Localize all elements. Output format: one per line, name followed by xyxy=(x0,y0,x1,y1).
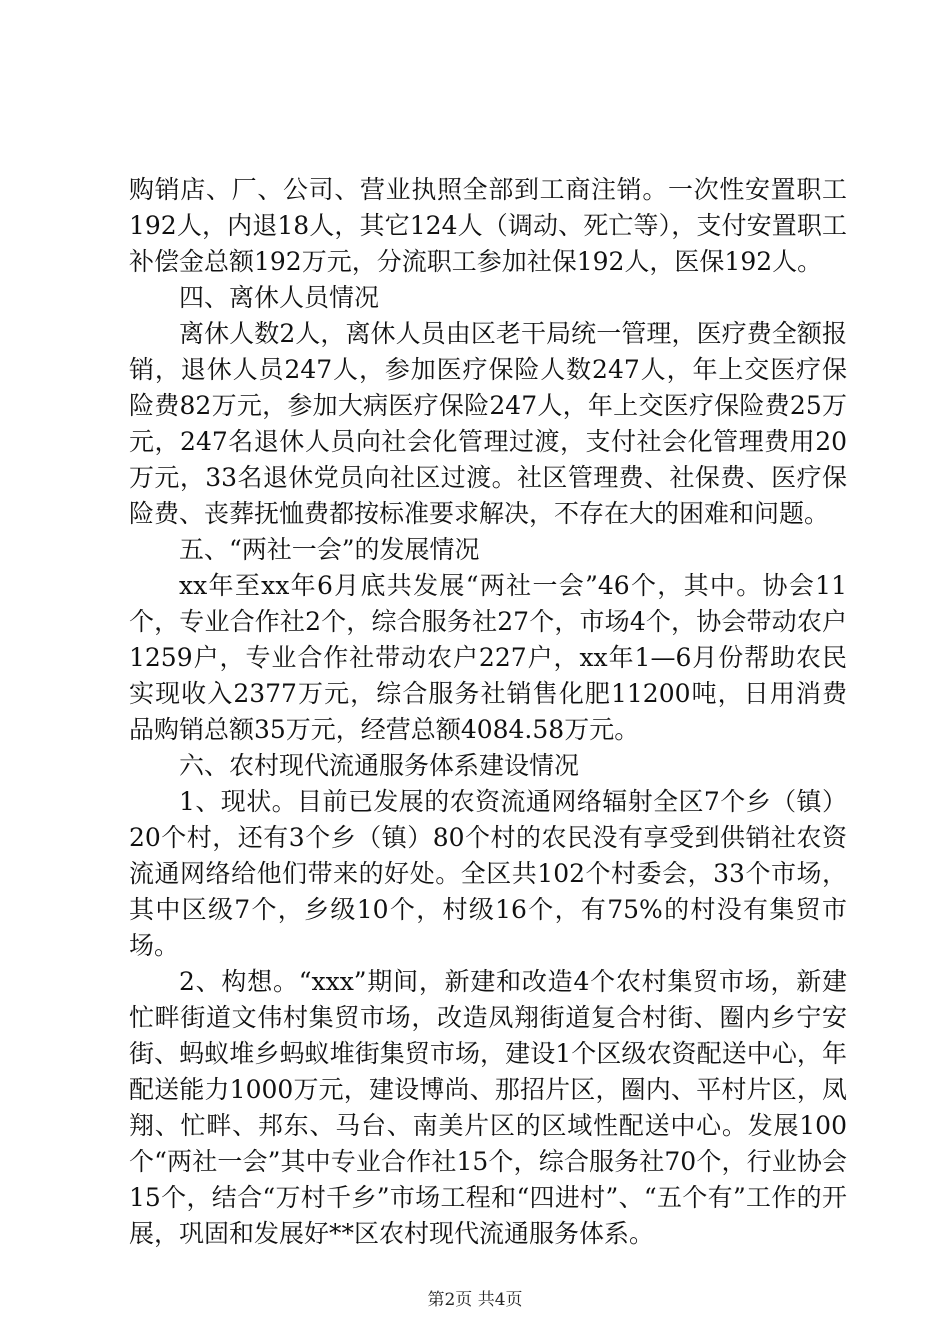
section-heading-two-societies: 五、“两社一会”的发展情况 xyxy=(179,535,480,564)
paragraph-plan: 2、构想。“xxx”期间，新建和改造4个农村集贸市场，新建忙畔街道文伟村集贸市场，改造凤翔街道复合村街、圈内乡宁安街、蚂蚁堆乡蚂蚁堆街集贸市场，建设1个区级农资配送中心，年配送能力1000万元，建设博尚、那招片区，圈内、平村片区，凤翔、忙畔、邦东、马台、南美片区的区域性配送中心。发展100个“两社一会”其中专业合作社15个，综合服务社70个，行业协会15个，结合“万村千乡”市场工程和“四进村”、“五个有”工作的开展，巩固和发展好**区农村现代流通服务体系。 xyxy=(129,967,847,1248)
section-heading-retirees: 四、离休人员情况 xyxy=(179,283,380,312)
paragraph-continuation: 购销店、厂、公司、营业执照全部到工商注销。一次性安置职工192人，内退18人，其它124人（调动、死亡等），支付安置职工补偿金总额192万元，分流职工参加社保192人，医保192人。 xyxy=(129,175,847,276)
paragraph-retirees: 离休人数2人，离休人员由区老干局统一管理，医疗费全额报销，退休人员247人，参加医疗保险人数247人，年上交医疗保险费82万元，参加大病医疗保险247人，年上交医疗保险费25万元，247名退休人员向社会化管理过渡，支付社会化管理费用20万元，33名退休党员向社区过渡。社区管理费、社保费、医疗保险费、丧葬抚恤费都按标准要求解决，不存在大的困难和问题。 xyxy=(129,319,847,528)
paragraph-two-societies: xx年至xx年6月底共发展“两社一会”46个，其中。协会11个，专业合作社2个，综合服务社27个，市场4个，协会带动农户1259户，专业合作社带动农户227户，xx年1—6月份帮助农民实现收入2377万元，综合服务社销售化肥11200吨，日用消费品购销总额35万元，经营总额4084.58万元。 xyxy=(129,571,847,744)
paragraph-current-status: 1、现状。目前已发展的农资流通网络辐射全区7个乡（镇）20个村，还有3个乡（镇）80个村的农民没有享受到供销社农资流通网络给他们带来的好处。全区共102个村委会，33个市场，其中区级7个，乡级10个，村级16个，有75%的村没有集贸市场。 xyxy=(129,787,847,960)
page-footer: 第2页 共4页 xyxy=(427,1290,523,1310)
document-body xyxy=(129,172,847,1252)
section-heading-circulation-system: 六、农村现代流通服务体系建设情况 xyxy=(179,751,580,780)
